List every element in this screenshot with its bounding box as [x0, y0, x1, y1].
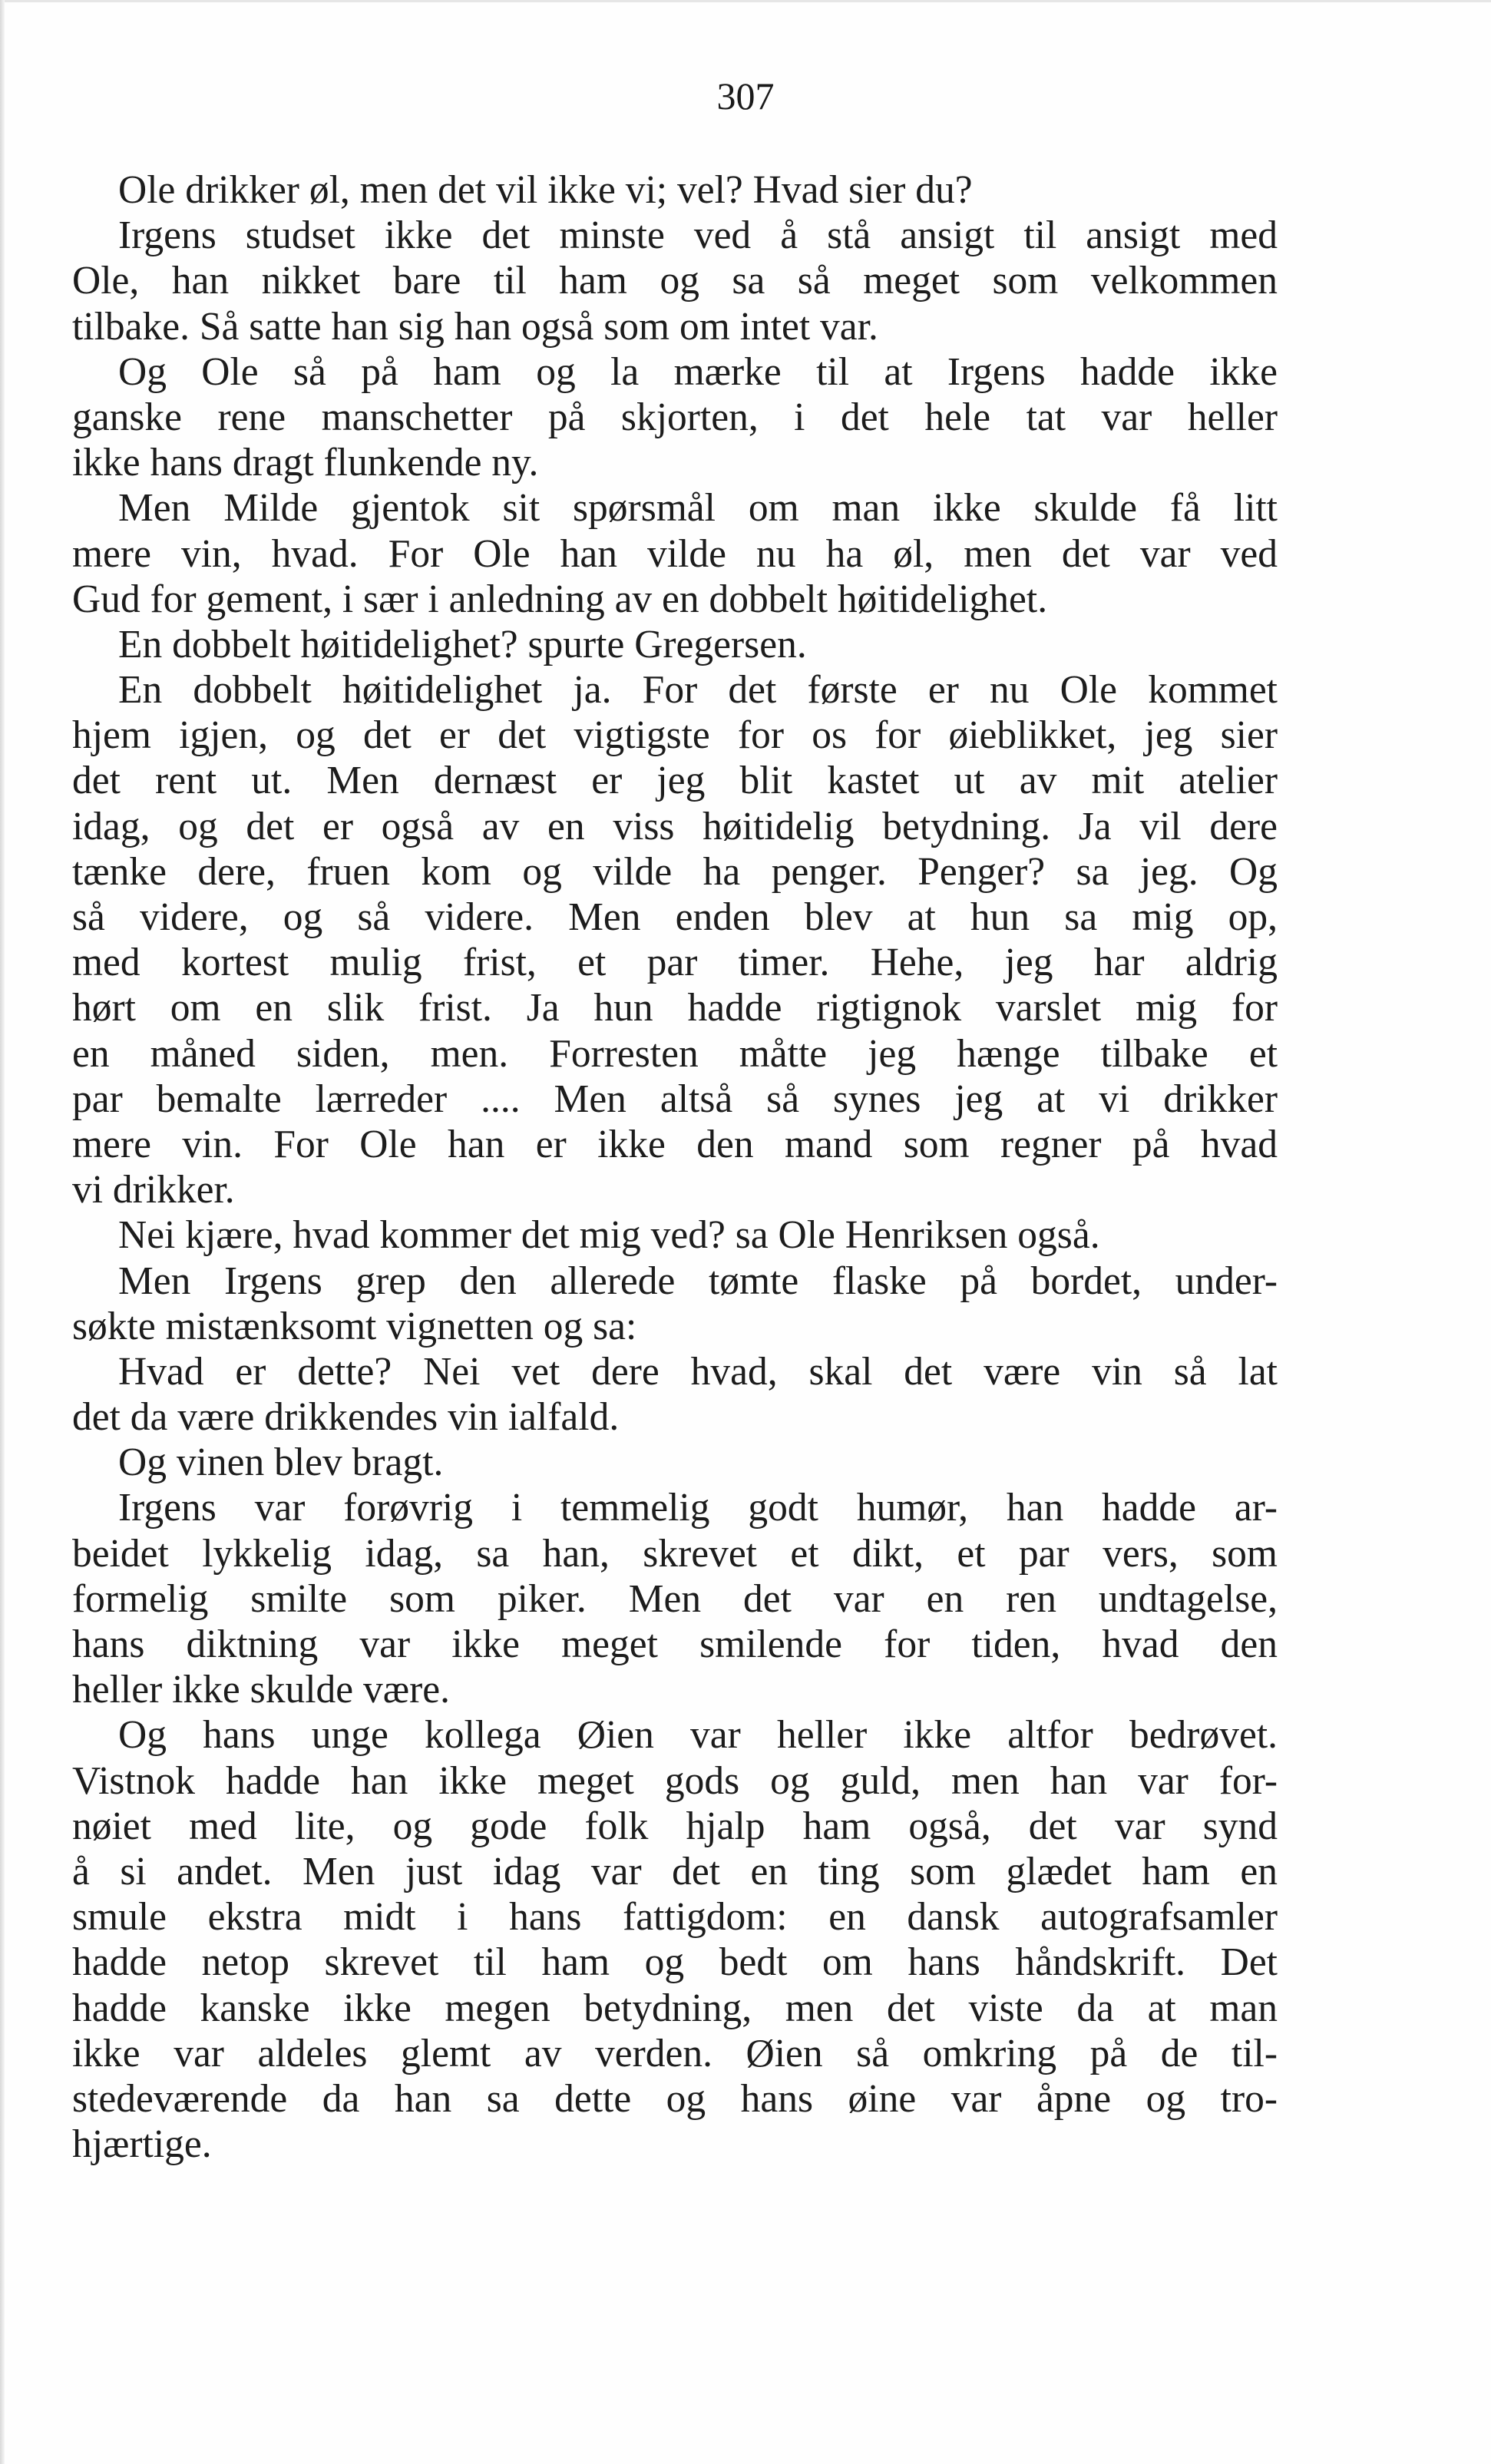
text-line: nøiet med lite, og gode folk hjalp ham også, det var synd — [72, 1804, 1278, 1848]
text-line: En dobbelt høitidelighet ja. For det første er nu Ole kommet — [118, 668, 1278, 713]
text-line: heller ikke skulde være. — [72, 1668, 450, 1712]
text-line: hjærtige. — [72, 2122, 212, 2167]
text-line: det da være drikkendes vin ialfald. — [72, 1395, 620, 1440]
text-line: Ole drikker øl, men det vil ikke vi; vel? Hvad sier du? — [118, 168, 973, 212]
body-text — [72, 167, 1278, 2167]
text-line: beidet lykkelig idag, sa han, skrevet et dikt, et par vers, som — [72, 1531, 1278, 1576]
text-line: Og hans unge kollega Øien var heller ikke altfor bedrøvet. — [118, 1713, 1278, 1758]
text-line: Hvad er dette? Nei vet dere hvad, skal det være vin så lat — [118, 1349, 1278, 1394]
text-line: å si andet. Men just idag var det en ting som glædet ham en — [72, 1849, 1278, 1893]
text-line: hans diktning var ikke meget smilende for tiden, hvad den — [72, 1622, 1278, 1666]
text-line: Ole, han nikket bare til ham og sa så meget som velkommen — [72, 259, 1278, 303]
text-line: hørt om en slik frist. Ja hun hadde rigtignok varslet mig for — [72, 986, 1278, 1030]
text-line: Gud for gement, i sær i anledning av en dobbelt høitidelighet. — [72, 577, 1048, 621]
text-line: En dobbelt høitidelighet? spurte Gregersen. — [118, 622, 807, 666]
text-line: så videre, og så videre. Men enden blev at hun sa mig op, — [72, 895, 1278, 939]
text-line: vi drikker. — [72, 1168, 235, 1212]
text-line: tænke dere, fruen kom og vilde ha penger. Penger? sa jeg. Og — [72, 849, 1278, 894]
text-line: mere vin. For Ole han er ikke den mand som regner på hvad — [72, 1122, 1278, 1166]
text-line: stedeværende da han sa dette og hans øine var åpne og tro- — [72, 2076, 1278, 2121]
text-line: ikke var aldeles glemt av verden. Øien så omkring på de til- — [72, 2031, 1278, 2075]
text-line: Irgens studset ikke det minste ved å stå ansigt til ansigt med — [118, 213, 1278, 258]
text-line: det rent ut. Men dernæst er jeg blit kastet ut av mit atelier — [72, 759, 1278, 803]
text-line: hadde kanske ikke megen betydning, men det viste da at man — [72, 1986, 1278, 2030]
text-line: Vistnok hadde han ikke meget gods og guld, men han var for- — [72, 1758, 1278, 1803]
text-line: smule ekstra midt i hans fattigdom: en dansk autografsamler — [72, 1895, 1278, 1940]
page-number: 307 — [716, 74, 775, 117]
text-line: ganske rene manschetter på skjorten, i det hele tat var heller — [72, 395, 1278, 439]
text-line: Og Ole så på ham og la mærke til at Irgens hadde ikke — [118, 349, 1278, 394]
text-line: tilbake. Så satte han sig han også som om intet var. — [72, 304, 878, 349]
text-line: hjem igjen, og det er det vigtigste for os for øieblikket, jeg sier — [72, 713, 1278, 758]
text-line: Men Milde gjentok sit spørsmål om man ikke skulde få litt — [118, 486, 1278, 531]
text-line: mere vin, hvad. For Ole han vilde nu ha øl, men det var ved — [72, 531, 1278, 576]
text-line: Og vinen blev bragt. — [118, 1440, 444, 1485]
text-line: formelig smilte som piker. Men det var en ren undtagelse, — [72, 1576, 1278, 1621]
text-line: med kortest mulig frist, et par timer. Hehe, jeg har aldrig — [72, 941, 1278, 985]
text-line: søkte mistænksomt vignetten og sa: — [72, 1304, 637, 1348]
page-left-edge — [0, 0, 5, 2464]
text-line: Men Irgens grep den allerede tømte flaske på bordet, under- — [118, 1258, 1278, 1303]
text-line: hadde netop skrevet til ham og bedt om hans håndskrift. Det — [72, 1940, 1278, 1985]
page-top-edge — [0, 0, 1491, 2]
text-line: par bemalte lærreder .... Men altså så synes jeg at vi drikker — [72, 1077, 1278, 1121]
text-line: Irgens var forøvrig i temmelig godt humør, han hadde ar- — [118, 1486, 1278, 1530]
text-line: en måned siden, men. Forresten måtte jeg hænge tilbake et — [72, 1031, 1278, 1076]
text-line: ikke hans dragt flunkende ny. — [72, 441, 539, 485]
text-line: Nei kjære, hvad kommer det mig ved? sa Ole Henriksen også. — [118, 1213, 1100, 1258]
text-line: idag, og det er også av en viss høitidelig betydning. Ja vil dere — [72, 804, 1278, 848]
